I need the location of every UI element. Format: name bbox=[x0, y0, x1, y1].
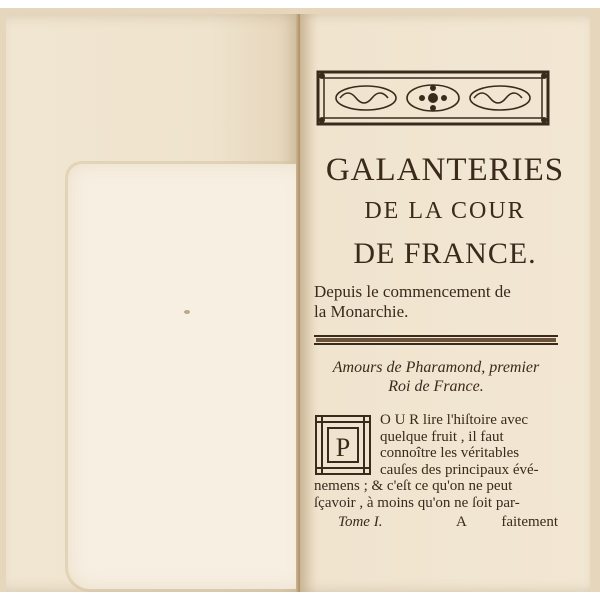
body-line-3: connoître les véritables bbox=[380, 445, 520, 461]
title-line-3: DE FRANCE. bbox=[353, 237, 537, 270]
chapter-heading-line-2: Roi de France. bbox=[388, 378, 484, 395]
body-line-1: O U R lire l'hiſtoire avec bbox=[380, 412, 529, 428]
open-book bbox=[0, 8, 600, 592]
page-footer bbox=[314, 514, 558, 532]
drop-cap-letter: P bbox=[335, 433, 351, 462]
chapter-heading bbox=[314, 358, 558, 396]
paper-stain bbox=[68, 164, 306, 589]
body-text-indented bbox=[380, 412, 558, 478]
title-line-2: DE LA COUR bbox=[364, 198, 526, 224]
body-line-4: cauſes des principaux évé- bbox=[380, 461, 539, 478]
volume-label: Tome I. bbox=[338, 514, 383, 530]
body-line-5: nemens ; & c'eſt ce qu'on ne peut bbox=[314, 478, 513, 494]
left-page bbox=[6, 14, 300, 592]
drop-cap-frame bbox=[314, 414, 372, 476]
ink-smudge bbox=[184, 310, 190, 314]
title-line-1: GALANTERIES bbox=[325, 152, 565, 188]
catchword: faitement bbox=[501, 514, 558, 530]
signature-mark: A bbox=[456, 514, 467, 530]
ornamental-headpiece bbox=[314, 68, 552, 128]
subtitle-line-2: la Monarchie. bbox=[314, 302, 409, 321]
ornamental-rule bbox=[314, 334, 558, 346]
title-page bbox=[300, 14, 590, 592]
body-line-2: quelque fruit , il faut bbox=[380, 428, 504, 445]
body-text-full bbox=[314, 478, 558, 511]
chapter-heading-line-1: Amours de Pharamond, premier bbox=[332, 359, 540, 376]
subtitle bbox=[314, 282, 558, 322]
body-line-6: ſçavoir , à moins qu'on ne ſoit par- bbox=[314, 494, 520, 511]
subtitle-line-1: Depuis le commencement de bbox=[314, 282, 511, 301]
